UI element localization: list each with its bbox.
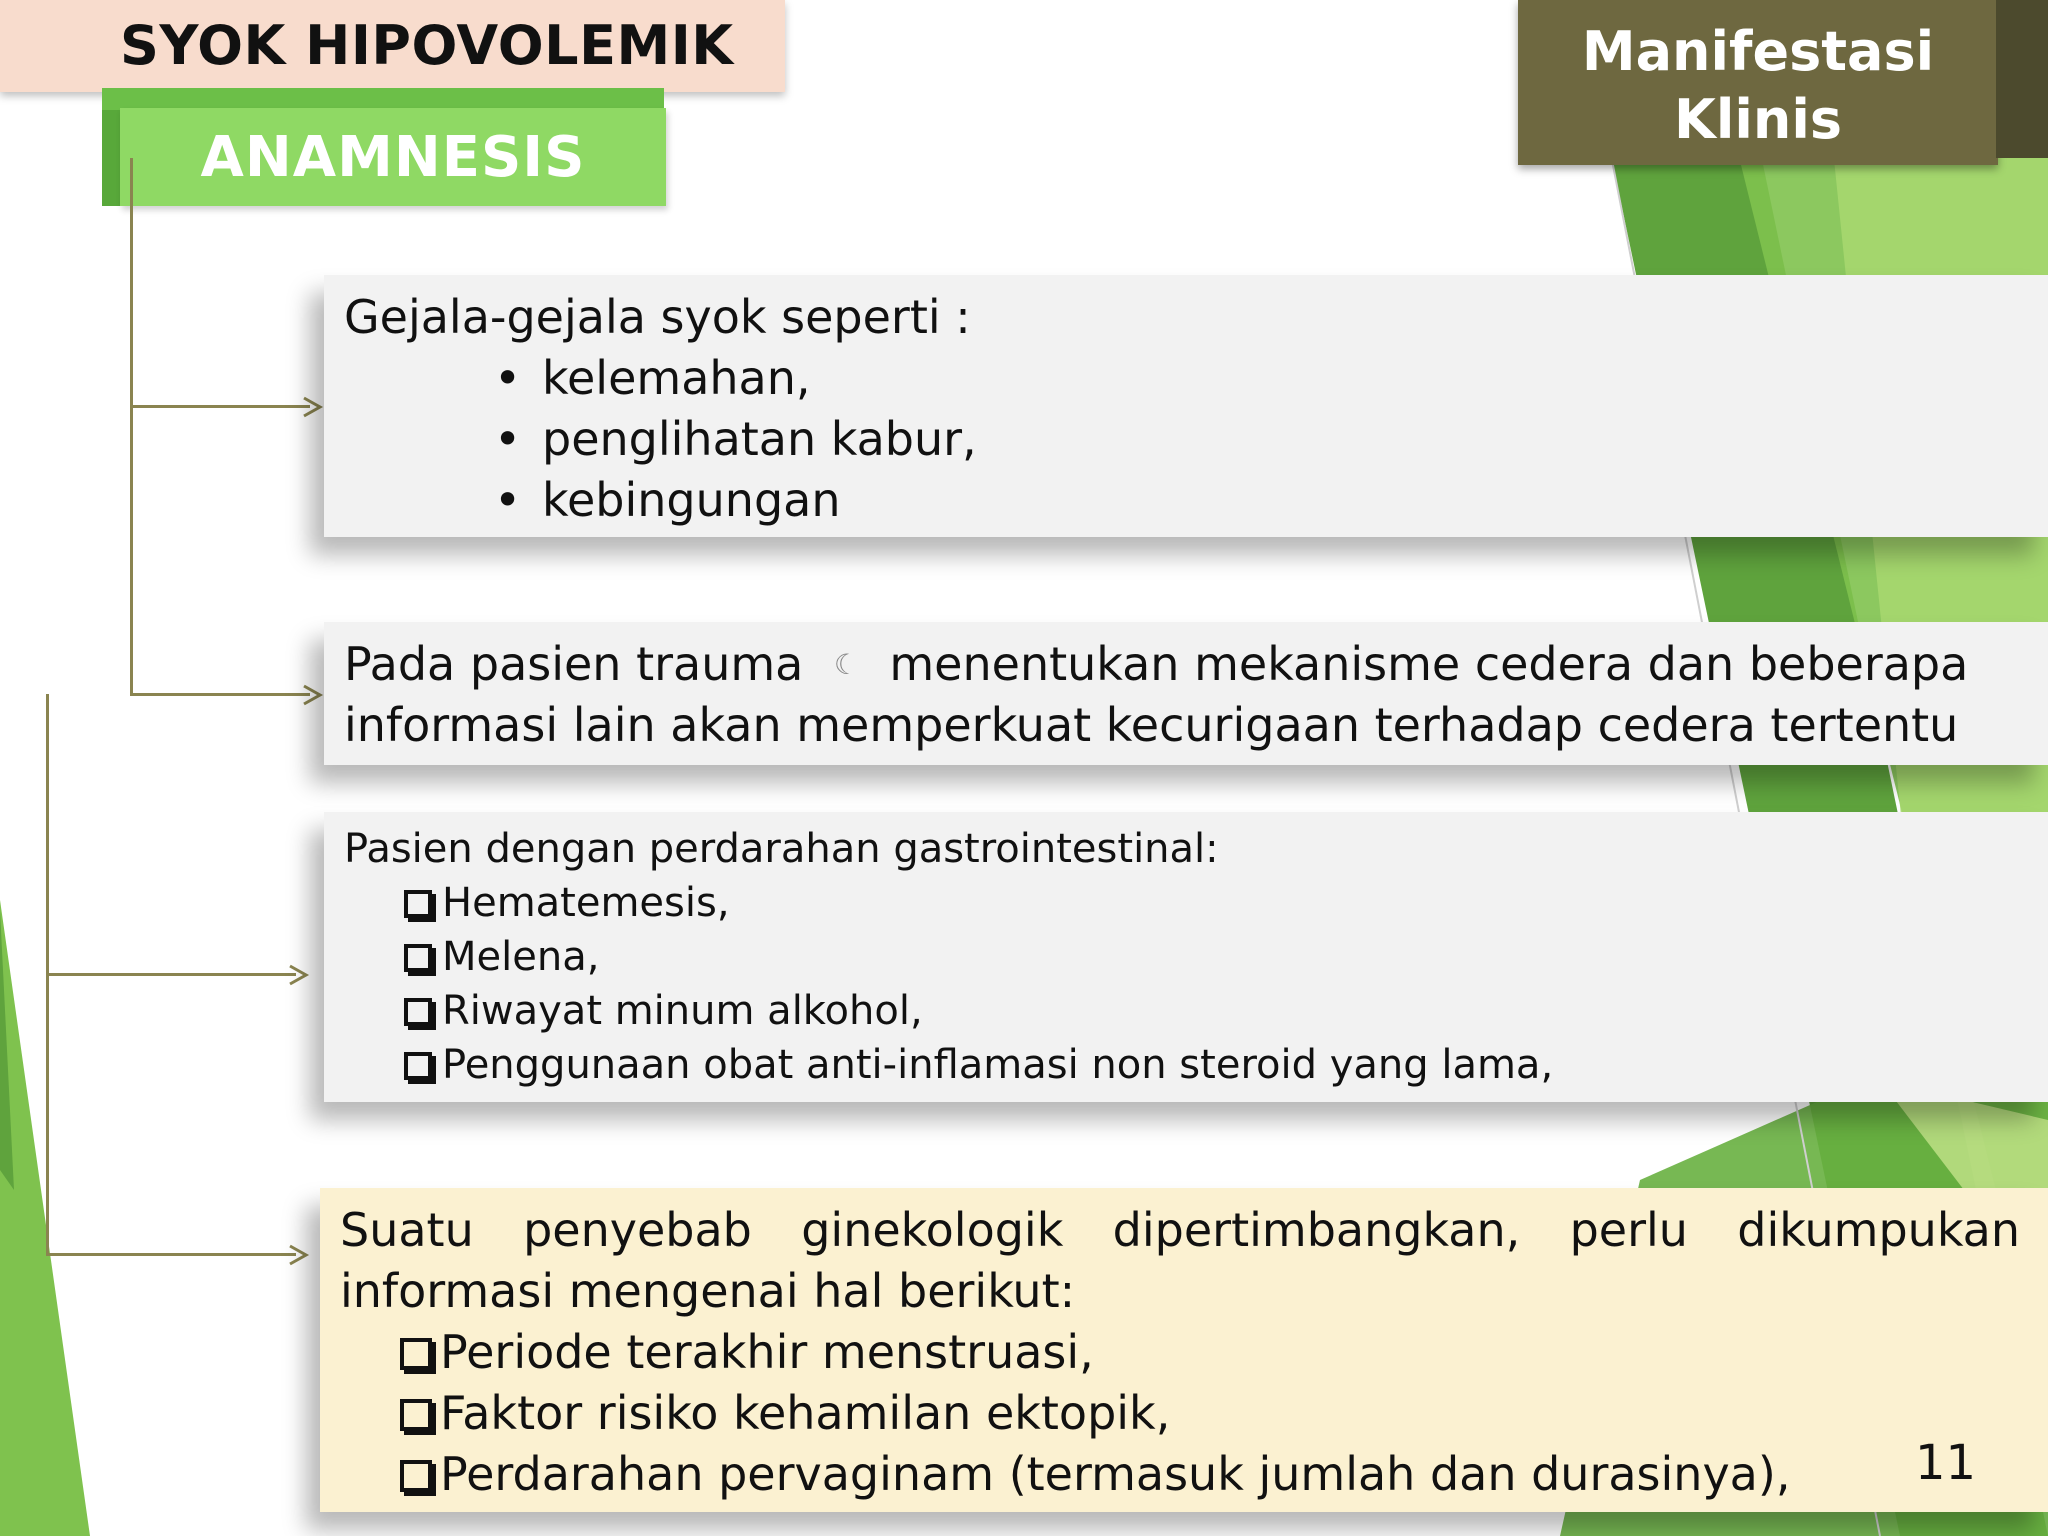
checkbox-square-icon [404, 1052, 432, 1080]
arrow-head-1-icon [302, 396, 324, 418]
gyn-item-text: Perdarahan pervaginam (termasuk jumlah dan durasinya), [440, 1447, 1791, 1501]
symptom-item-text: kelemahan, [542, 351, 811, 405]
topic-label-line2: Klinis [1674, 88, 1842, 151]
checkbox-square-icon [404, 890, 432, 918]
symptom-box [324, 275, 2048, 537]
gi-item-text: Penggunaan obat anti-inflamasi non steroid yang lama, [442, 1042, 1554, 1088]
gyn-item [400, 1444, 1790, 1505]
gi-item [404, 1038, 1553, 1093]
gi-item-text: Melena, [442, 934, 600, 980]
symptom-item [494, 348, 811, 409]
gi-item-text: Riwayat minum alkohol, [442, 988, 923, 1034]
arrow-head-2-icon [302, 684, 324, 706]
section-label: ANAMNESIS [200, 124, 586, 190]
topic-label [1518, 18, 1998, 154]
checkbox-square-icon [400, 1399, 432, 1431]
deco-shape-left [0, 900, 90, 1536]
arrow-head-3-icon [288, 964, 310, 986]
connector-horizontal-3 [46, 973, 296, 976]
symptom-item-text: penglihatan kabur, [542, 412, 977, 466]
arrow-head-4-icon [288, 1244, 310, 1266]
gi-item-text: Hematemesis, [442, 880, 730, 926]
gi-bleeding-box [324, 812, 2048, 1102]
gyn-item-text: Faktor risiko kehamilan ektopik, [440, 1386, 1171, 1440]
trauma-line-2: informasi lain akan memperkuat kecurigaan terhadap cedera tertentu [344, 698, 1959, 752]
bullet-dot-icon: • [494, 473, 522, 527]
gyn-item [400, 1383, 1170, 1444]
gyn-item-text: Periode terakhir menstruasi, [440, 1325, 1094, 1379]
section-block-top [102, 88, 664, 110]
crescent-moon-icon: ☾ [833, 648, 859, 681]
gi-intro: Pasien dengan perdarahan gastrointestinal: [344, 826, 1219, 872]
gyn-item [400, 1322, 1094, 1383]
trauma-line-1-end: menentukan mekanisme cedera dan beberapa [889, 637, 1969, 691]
topic-label-line1: Manifestasi [1581, 20, 1935, 83]
topic-box-side [1996, 0, 2048, 158]
checkbox-square-icon [404, 944, 432, 972]
symptom-item-text: kebingungan [542, 473, 841, 527]
gynecologic-box [320, 1188, 2048, 1512]
checkbox-square-icon [400, 1338, 432, 1370]
symptom-intro: Gejala-gejala syok seperti : [344, 290, 971, 344]
bullet-dot-icon: • [494, 351, 522, 405]
checkbox-square-icon [404, 998, 432, 1026]
trauma-line-1-start: Pada pasien trauma [344, 637, 804, 691]
checkbox-square-icon [400, 1460, 432, 1492]
trauma-box [324, 622, 2048, 765]
connector-horizontal-1 [130, 405, 310, 408]
gyn-line-1: Suatu penyebab ginekologik dipertimbangkan, perlu dikumpukan [340, 1203, 2020, 1257]
symptom-item [494, 470, 840, 531]
symptom-item [494, 409, 977, 470]
slide-title: SYOK HIPOVOLEMIK [120, 14, 734, 77]
gi-item [404, 876, 730, 931]
gi-item [404, 930, 599, 985]
trauma-line-1 [344, 634, 1968, 695]
gyn-line-2: informasi mengenai hal berikut: [340, 1264, 1076, 1318]
connector-horizontal-4 [46, 1253, 296, 1256]
bullet-dot-icon: • [494, 412, 522, 466]
connector-vertical-1 [130, 158, 133, 696]
gi-item [404, 984, 923, 1039]
connector-horizontal-2 [130, 693, 310, 696]
page-number: 11 [1915, 1435, 1977, 1491]
